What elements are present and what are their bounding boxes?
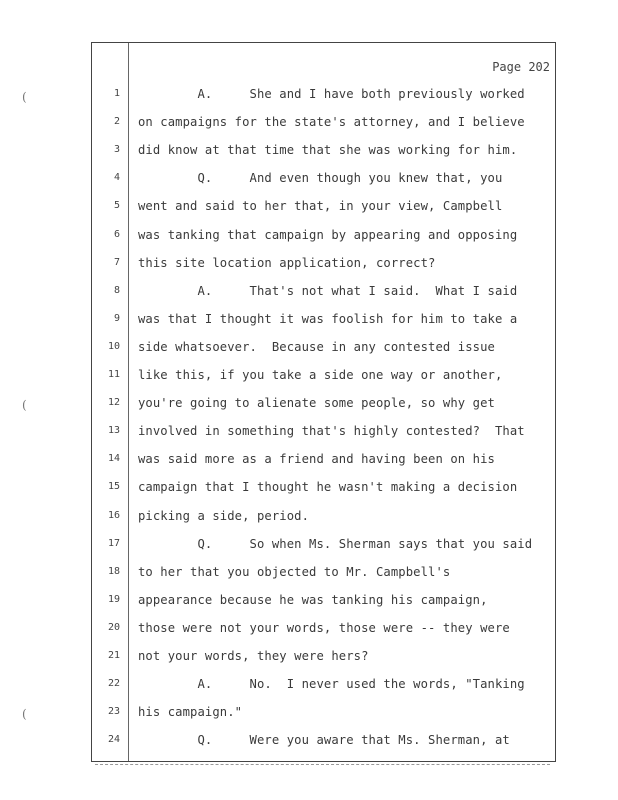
transcript-line: on campaigns for the state's attorney, and I believe — [138, 115, 525, 130]
line-number: 23 — [107, 706, 120, 718]
line-number: 9 — [113, 312, 120, 324]
line-number: 19 — [107, 593, 120, 605]
transcript-line: Q. And even though you knew that, you — [138, 171, 503, 186]
line-number: 2 — [113, 116, 120, 128]
transcript-line: those were not your words, those were -- they were — [138, 620, 510, 635]
line-number: 10 — [107, 340, 120, 352]
transcript-line: you're going to alienate some people, so why get — [138, 396, 495, 411]
line-number: 13 — [107, 425, 120, 437]
page-number: Page 202 — [492, 60, 550, 74]
transcript-line: his campaign." — [138, 705, 243, 720]
transcript-line: was that I thought it was foolish for him to take a — [138, 311, 518, 326]
line-number: 8 — [113, 284, 120, 296]
transcript-line: picking a side, period. — [138, 508, 310, 523]
line-number: 7 — [113, 256, 120, 268]
hole-punch-mark: ( — [22, 90, 27, 104]
transcript-line: did know at that time that she was working for him. — [138, 143, 518, 158]
line-number-rule — [128, 43, 129, 761]
line-number: 20 — [107, 621, 120, 633]
transcript-line: Q. So when Ms. Sherman says that you said — [138, 536, 533, 551]
transcript-line: A. That's not what I said. What I said — [138, 283, 518, 298]
line-number: 24 — [107, 734, 120, 746]
transcript-line: A. No. I never used the words, "Tanking — [138, 677, 525, 692]
line-number: 22 — [107, 678, 120, 690]
line-number: 1 — [113, 88, 120, 99]
transcript-line: A. She and I have both previously worked — [138, 87, 525, 101]
line-number: 6 — [113, 228, 120, 240]
transcript-line: involved in something that's highly contested? That — [138, 424, 525, 439]
line-number: 3 — [113, 144, 120, 156]
transcript-line: campaign that I thought he wasn't making a decision — [138, 480, 518, 495]
transcript-line: not your words, they were hers? — [138, 649, 369, 663]
line-number: 5 — [113, 200, 120, 212]
line-number: 21 — [107, 650, 120, 661]
hole-punch-mark: ( — [22, 707, 27, 721]
transcript-line: appearance because he was tanking his campaign, — [138, 592, 488, 607]
line-number: 17 — [107, 537, 120, 549]
line-number: 11 — [107, 369, 120, 380]
transcript-line: went and said to her that, in your view, Campbell — [138, 199, 503, 214]
line-number: 12 — [107, 397, 120, 409]
transcript-line: side whatsoever. Because in any contested issue — [138, 339, 495, 354]
line-number: 18 — [107, 565, 120, 577]
transcript-line: was tanking that campaign by appearing and opposing — [138, 227, 518, 242]
line-number: 4 — [113, 172, 120, 184]
line-number: 16 — [107, 509, 120, 521]
bottom-border-artifact — [95, 764, 550, 765]
line-number: 14 — [107, 453, 120, 465]
transcript-line: Q. Were you aware that Ms. Sherman, at — [138, 733, 510, 748]
transcript-line: to her that you objected to Mr. Campbell's — [138, 564, 451, 579]
transcript-line: this site location application, correct? — [138, 255, 436, 270]
transcript-line: like this, if you take a side one way or another, — [138, 368, 503, 382]
transcript-line: was said more as a friend and having been on his — [138, 452, 495, 467]
hole-punch-mark: ( — [22, 398, 27, 412]
line-number: 15 — [107, 481, 120, 493]
